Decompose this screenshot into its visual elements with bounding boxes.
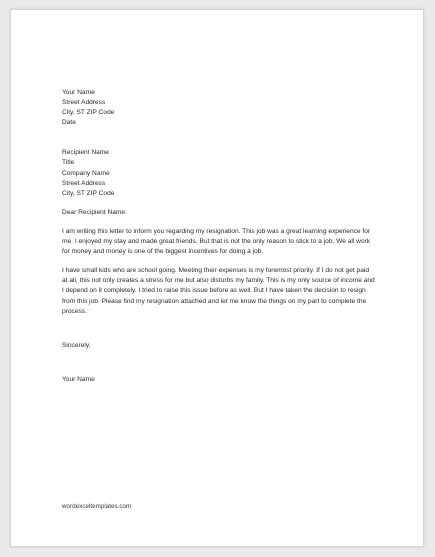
sender-block [62,88,376,128]
sender-name: Your Name [62,89,95,96]
closing: Sincerely, [62,341,91,349]
recipient-street: Street Address [62,179,106,187]
paragraph-1: I am writing this letter to inform you regarding my resignation. This job was a great learning experience for me. I enjoyed my stay and made great friends. But that is not the only reason to stick to a job. We all work for money and money is one of the biggest incentives for doing a job. [62,227,371,256]
sender-street: Street Address [62,99,106,107]
document-page [10,9,424,547]
footer-website: wordexceltemplates.com [62,503,132,510]
letter-content [62,88,376,385]
salutation: Dear Recipient Name: [62,208,127,216]
signature-name: Your Name [62,375,95,383]
recipient-block [62,148,376,198]
paragraph-2: I have small kids who are school going. Meeting their expenses is my foremost priority. If I do not get paid at all, this not only creates a stress for me but also disturbs my family. This is my only source of income and I depend on it completely. I tried to raise this issue before as well. But I have taken the decision to resign from this job. Please find my resignation attached and let me know the things on my part to complete the process. [62,267,375,315]
recipient-title: Title [62,159,75,167]
recipient-name: Recipient Name [62,149,109,157]
sender-city: City, ST ZIP Code [62,109,115,117]
recipient-company: Company Name [62,169,110,177]
letter-date: Date [62,119,76,127]
recipient-city: City, ST ZIP Code [62,189,115,197]
